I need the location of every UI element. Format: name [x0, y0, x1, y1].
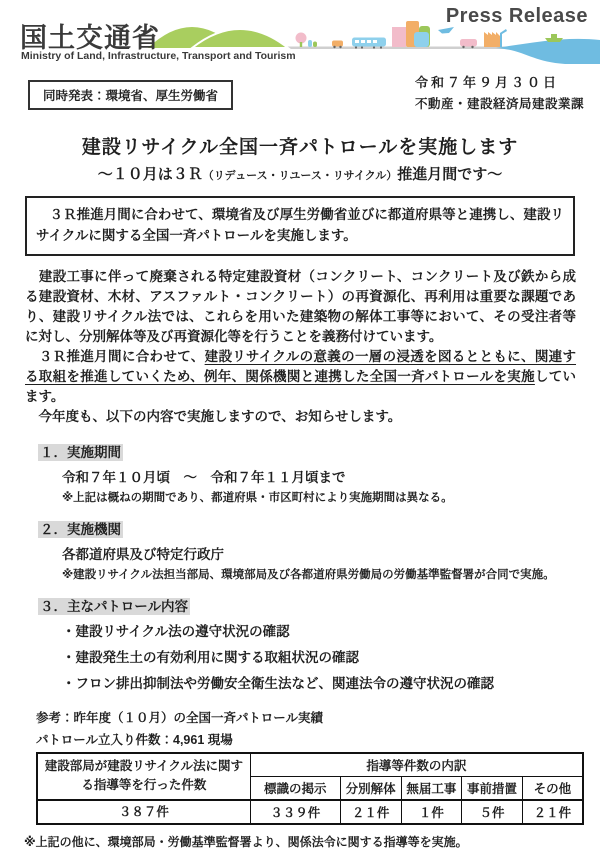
patrol-count: パトロール立入り件数：4,961 現場: [36, 732, 233, 747]
subtitle-paren: （リデュース・リユース・リサイクル）: [202, 170, 398, 182]
column-header: 標識の掲示: [250, 776, 340, 800]
patrol-bullet-list: [62, 620, 576, 692]
paragraph-2-suffix: しています。: [25, 368, 577, 404]
subtitle-prefix: ～１０月は３Ｒ: [97, 166, 203, 183]
list-item: ・フロン排出抑制法や労働安全衛生法など、関連法令の遵守状況の確認: [62, 675, 494, 691]
bus-icon: [460, 39, 477, 47]
section-heading: [38, 595, 576, 615]
ship-icon: [545, 38, 563, 42]
table-header-guidance-count: 建設部局が建設リサイクル法に関する指導等を行った件数: [37, 753, 250, 800]
section-implementation-period: [38, 441, 576, 505]
reference-block: [36, 708, 576, 748]
water-icon: [496, 39, 600, 64]
paragraph-3: 今年度も、以下の内容で実施しますので、お知らせします。: [25, 408, 402, 424]
car-icon: [332, 41, 343, 47]
sections: [38, 441, 576, 692]
guidance-statistics-table: [36, 752, 584, 826]
table-cell-total: ３８７件: [37, 800, 250, 825]
section-heading-text: １．実施期間: [40, 444, 121, 460]
table-cell: ５件: [462, 800, 523, 825]
paragraph-2-prefix: ３Ｒ推進月間に合わせて、: [25, 348, 205, 364]
section-content: 各都道府県及び特定行政庁: [62, 546, 224, 562]
factory-icon: [484, 32, 500, 47]
section-heading-text: ２．実施機関: [40, 521, 121, 537]
section-heading-text: ３．主なパトロール内容: [40, 598, 188, 614]
ministry-logo-text-en: Ministry of Land, Infrastructure, Transport and Tourism: [21, 50, 296, 62]
document-title-block: [0, 132, 600, 184]
list-item: ・建設リサイクル法の遵守状況の確認: [62, 623, 290, 639]
tree-icon: [296, 33, 307, 44]
list-item: ・建設発生土の有効利用に関する取組状況の確認: [62, 649, 359, 665]
ministry-logo-text: 国土交通省: [20, 23, 160, 53]
person-icon: [308, 40, 312, 47]
table-cell: １件: [401, 800, 462, 825]
building-icon: [392, 27, 406, 47]
paragraph-2: [25, 347, 576, 407]
subtitle-suffix: 推進月間です～: [397, 166, 503, 183]
press-release-label: Press Release: [445, 5, 588, 27]
table-cell: ２１件: [522, 800, 583, 825]
body-text: [25, 267, 576, 427]
page-title: 建設リサイクル全国一斉パトロールを実施します: [81, 137, 519, 158]
table-cell: ３３９件: [250, 800, 340, 825]
column-header: その他: [522, 776, 583, 800]
section-note: ※建設リサイクル法担当部局、環境部局及び各都道府県労働局の労働基準監督署が合同で実施。: [62, 568, 555, 581]
table-cell: ２１件: [340, 800, 401, 825]
column-header: 分別解体: [340, 776, 401, 800]
release-date: 令和７年９月３０日: [414, 75, 559, 90]
section-implementing-agencies: [38, 518, 576, 582]
column-header: 無届工事: [401, 776, 462, 800]
building-icon: [414, 32, 429, 47]
department-name: 不動産・建設経済局建設業課: [414, 97, 584, 111]
table-header-breakdown: 指導等件数の内訳: [250, 753, 583, 777]
section-heading: [38, 441, 576, 461]
reference-title: 参考：昨年度（１０月）の全国一斉パトロール実績: [36, 710, 324, 725]
table-row: [37, 800, 583, 825]
column-header: 事前措置: [462, 776, 523, 800]
section-patrol-contents: [38, 595, 576, 692]
page-subtitle: [0, 163, 600, 184]
simultaneous-release-box: 同時発表：環境省、厚生労働省: [28, 80, 233, 110]
date-department-block: [415, 72, 584, 112]
section-heading: [38, 518, 576, 538]
section-content: 令和７年１０月頃 ～ 令和７年１１月頃まで: [62, 469, 346, 485]
summary-box: ３Ｒ推進月間に合わせて、環境省及び厚生労働省並びに都道府県等と連携し、建設リサイクルに関する全国一斉パトロールを実施します。: [25, 196, 575, 256]
person-icon: [313, 42, 317, 48]
paragraph-2-underlined: 建設リサイクルの意義の一層の浸透を図るとともに、関連する取組を推進していくため、例年、関係機関と連携した全国一斉パトロールを実施: [25, 348, 577, 384]
press-release-header: [0, 0, 600, 118]
paragraph-1: 建設工事に伴って廃棄される特定建設資材（コンクリート、コンクリート及び鉄から成る建設資材、木材、アスファルト・コンクリート）の再資源化、再利用は重要な課題であり、建設リサイクル法では、これらを用いた建築物の解体工事等において、その受注者等に対し、分別解体等及び再資源化等を行うことを義務付けています。: [25, 268, 576, 344]
crane-icon: [500, 29, 507, 47]
table-footnote: ※上記の他に、環境部局・労働基準監督署より、関係法令に関する指導等を実施。: [24, 835, 468, 850]
section-note: ※上記は概ねの期間であり、都道府県・市区町村により実施期間は異なる。: [62, 491, 453, 504]
